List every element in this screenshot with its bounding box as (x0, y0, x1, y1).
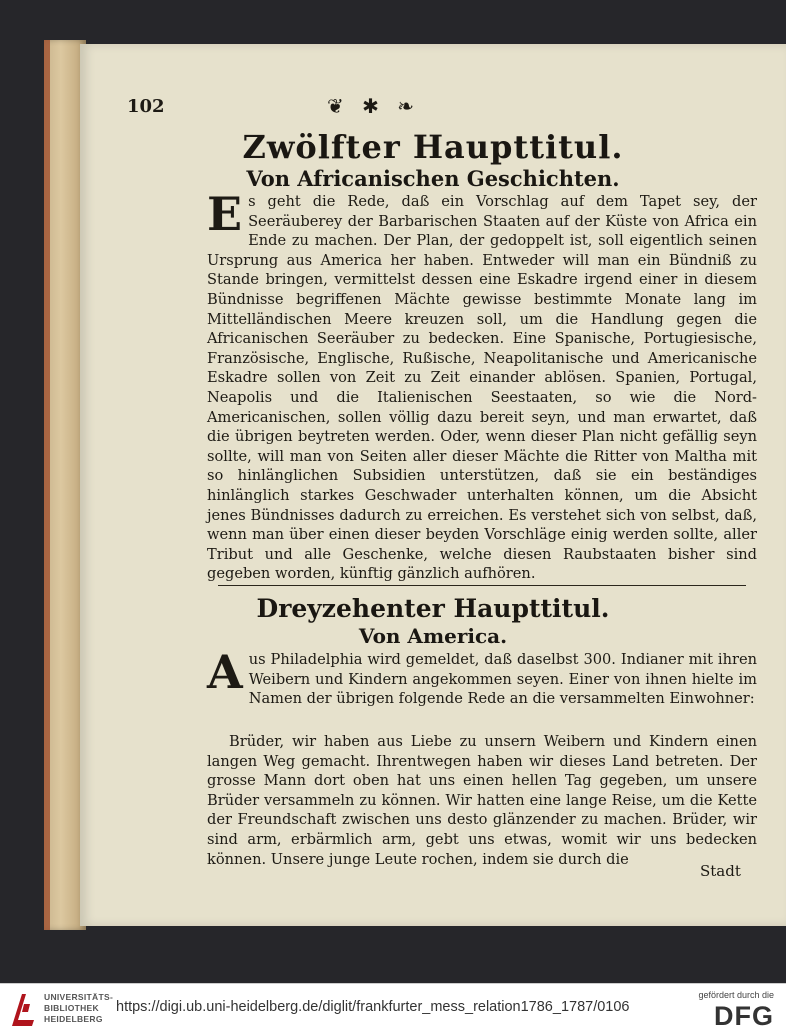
section-heading-12: Zwölfter Haupttitul. (242, 128, 624, 166)
paragraph-america-intro (207, 645, 757, 709)
dfg-logo[interactable]: DFG (714, 1001, 774, 1031)
library-logo-icon (8, 990, 38, 1030)
library-name-line: UNIVERSITÄTS- (44, 992, 114, 1002)
catchword: Stadt (700, 862, 741, 880)
drop-cap: A (207, 645, 243, 699)
viewer-footer (0, 983, 786, 1036)
section-divider (218, 585, 746, 586)
section-heading-13: Dreyzehenter Haupttitul. (256, 594, 610, 623)
header-ornament: ❦ ✱ ❧ (327, 94, 420, 118)
library-name-line: HEIDELBERG (44, 1014, 103, 1024)
page-header (127, 96, 747, 120)
page-number: 102 (127, 96, 165, 117)
paragraph-text: s geht die Rede, daß ein Vorschlag auf dem Tapet sey, der Seeräuberey der Barbarischen Staaten auf der Küste von Africa ein Ende zu machen. Der Plan, der gedoppelt ist, soll eigentlich seinen Ursprung aus America her haben. Entweder will man ein Bündniß zu Stande bringen, vermittelst dessen eine Eskadre irgend einer in diesem Bündnisse begriffenen Mächte gewisse bestimmte Monate lang im Mittelländischen Meere kreuzen soll, um die Handlung gegen die Africanischen Seeräuber zu bedecken. Eine Spanische, Portugiesische, Französische, Englische, Rußische, Neapolitanische und Americanische Eskadre sollen von Zeit zu Zeit einander ablösen. Spanien, Portugal, Neapolis und die Italienischen Seestaaten, so wie die Nord-Americanischen, sollen völlig dazu bereit seyn, und man erwartet, daß die übrigen beytreten werden. Oder, wenn dieser Plan nicht gefällig seyn sollte, will man von Seiten aller dieser Mächte die Ritter von Maltha mit so hinlänglichen Subsidien unterstützen, daß sie ein beständiges hinlänglich starkes Geschwader unterhalten können, um die Absicht jenes Bündnisses dadurch zu erreichen. Es verstehet sich von selbst, daß, wenn man über einen dieser beyden Vorschläge einig werden sollte, aller Tribut und alle Geschenke, welche diesen Raubstaaten bisher sind gegeben worden, künftig gänzlich aufhören. (207, 193, 757, 583)
drop-cap: E (207, 187, 243, 241)
library-name-line: BIBLIOTHEK (44, 1003, 99, 1013)
library-name[interactable] (44, 992, 113, 1025)
permalink-url[interactable]: https://digi.ub.uni-heidelberg.de/diglit/frankfurter_mess_relation1786_1787/0106 (116, 999, 630, 1015)
section-subheading-africa: Von Africanischen Geschichten. (246, 166, 620, 191)
sponsor-caption: gefördert durch die (698, 990, 774, 1000)
paragraph-speech: Brüder, wir haben aus Liebe zu unsern Weibern und Kindern einen langen Weg gemacht. Ihrentwegen haben wir dieses Land betreten. Der grosse Mann dort oben hat uns einen hellen Tag gegeben, um unsere Brüder versammeln zu können. Wir hatten eine lange Reise, um die Kette der Freundschaft zwischen uns desto glänzender zu machen. Brüder, wir sind arm, erbärmlich arm, gebt uns etwas, womit wir uns bedecken können. Unsere junge Leute rochen, indem sie durch die (207, 733, 757, 868)
section-subheading-america: Von America. (358, 624, 508, 648)
paragraph-africa (207, 187, 757, 584)
paragraph-text: us Philadelphia wird gemeldet, daß daselbst 300. Indianer mit ihren Weibern und Kindern angekommen seyen. Einer von ihnen hielte im Namen der übrigen folgende Rede an die versammelten Einwohner: (248, 651, 757, 708)
